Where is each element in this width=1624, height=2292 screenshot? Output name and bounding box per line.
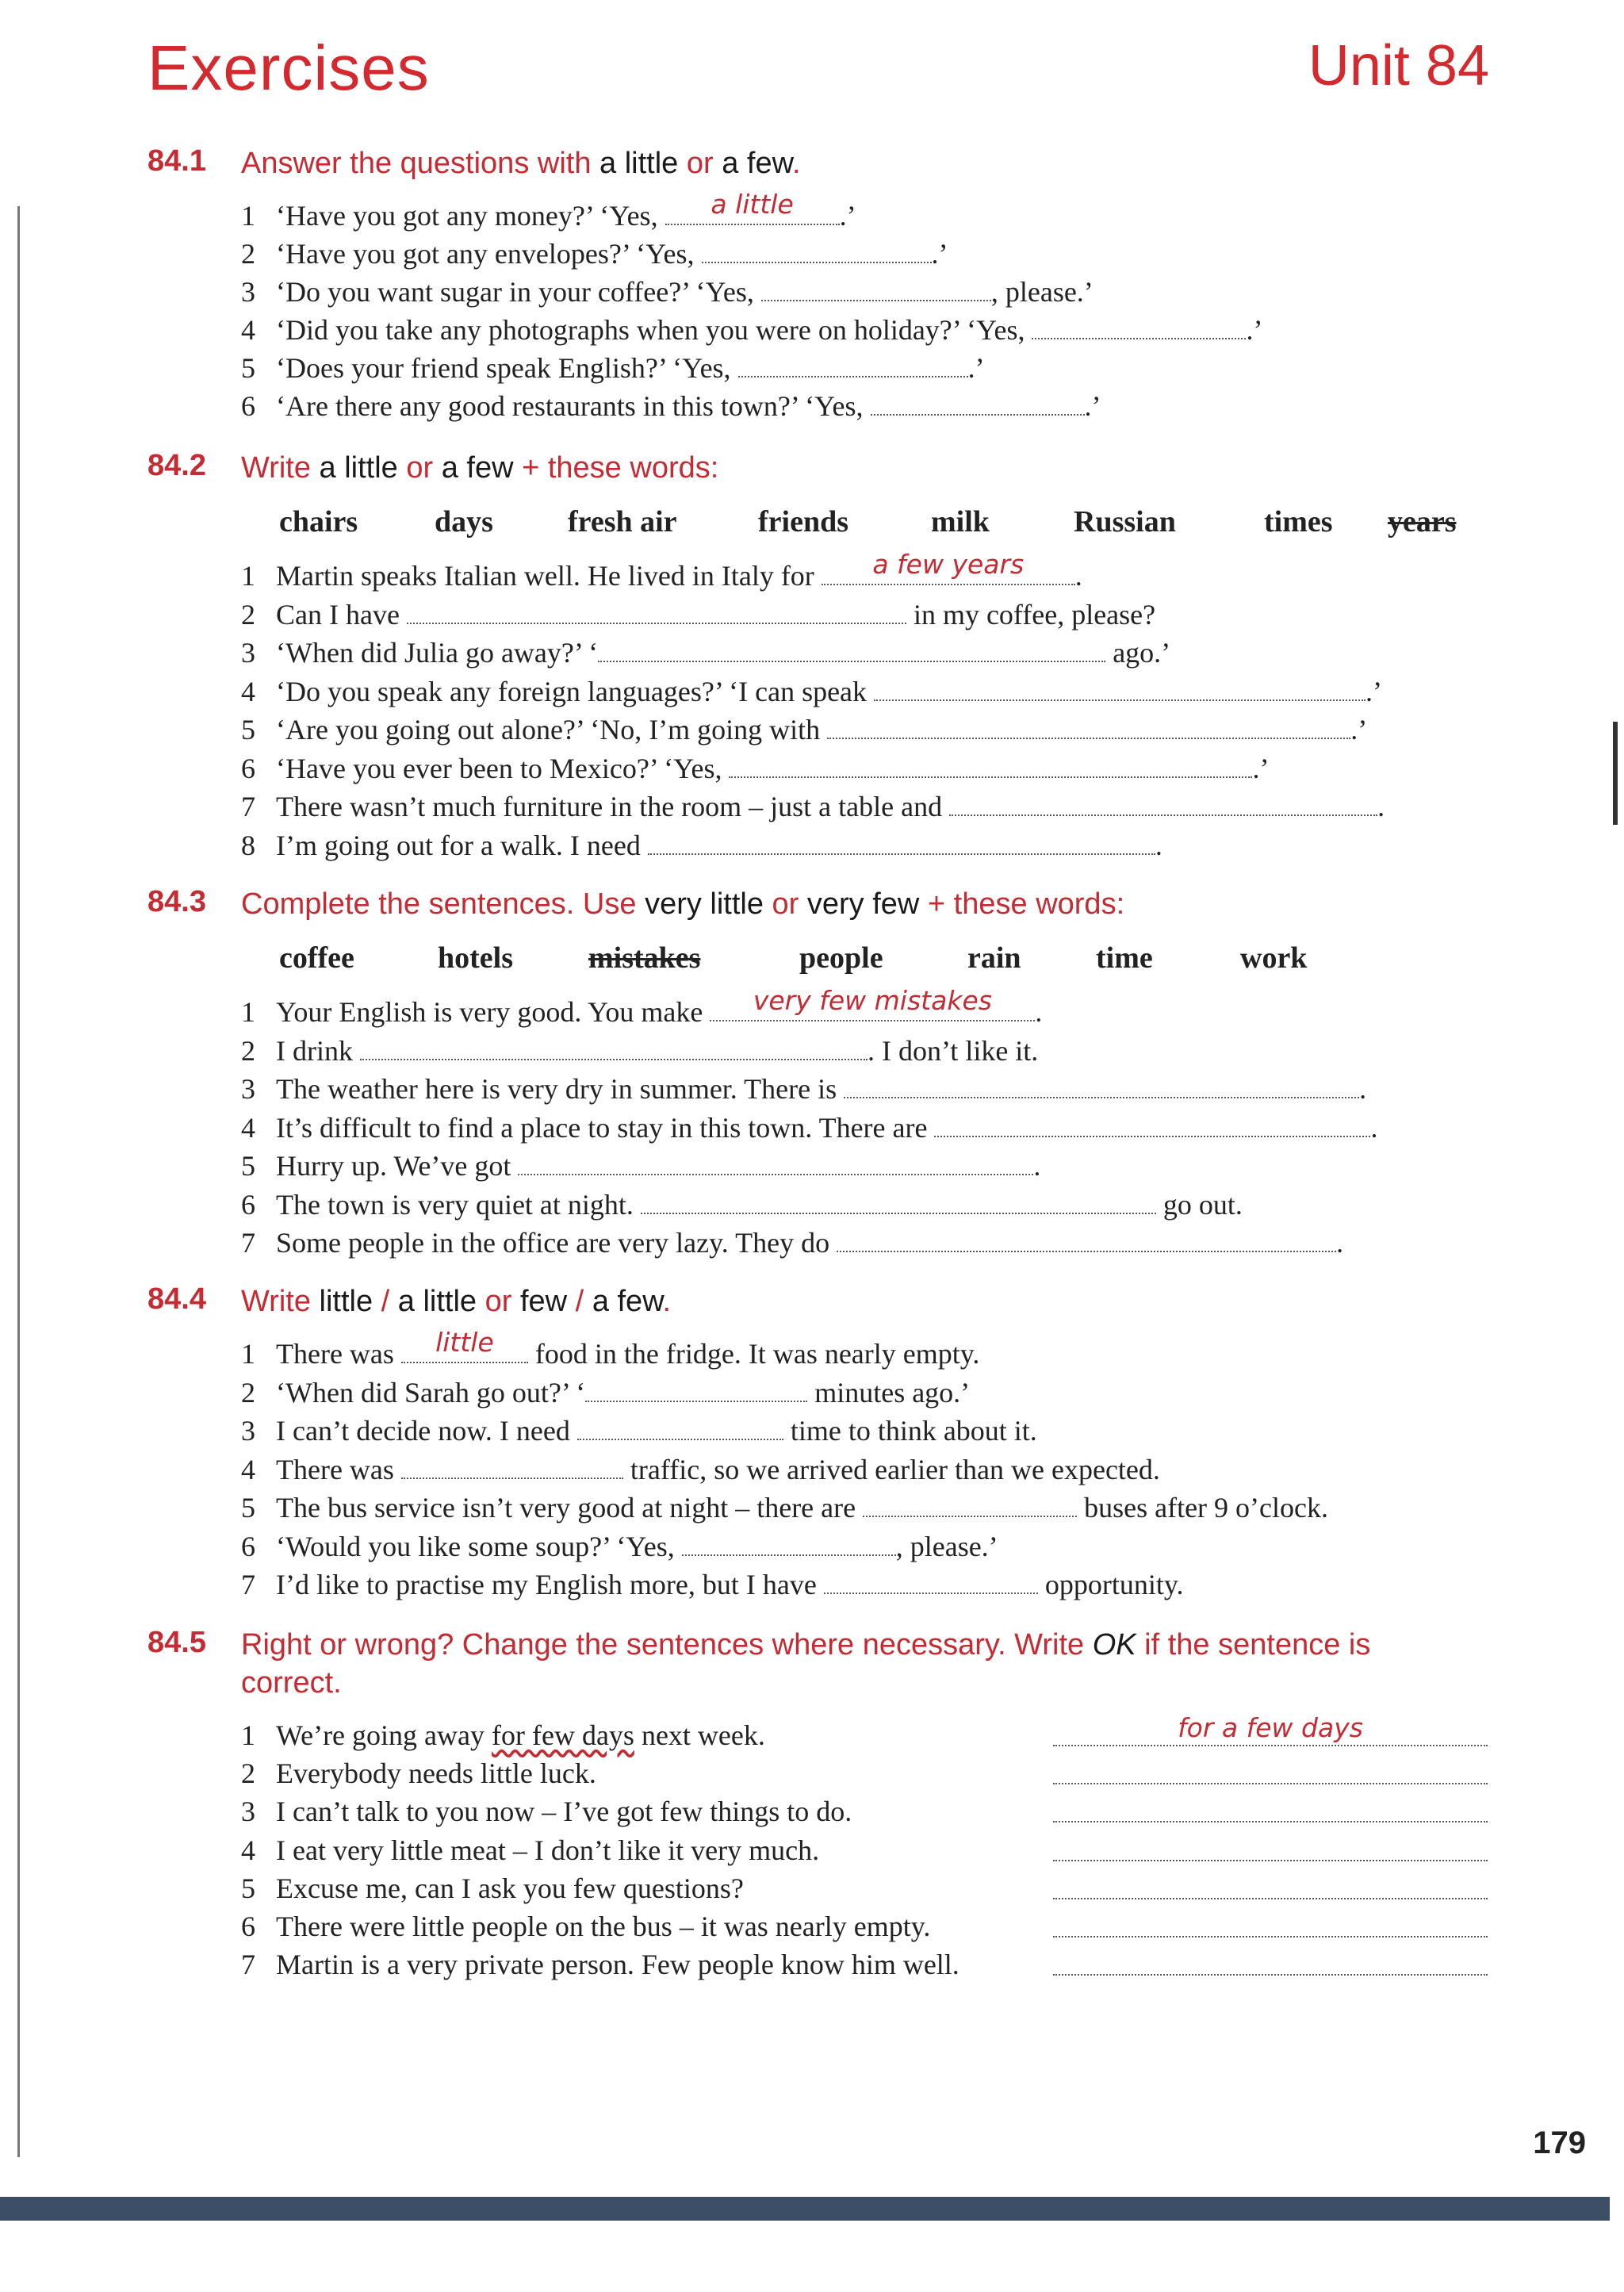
item-number: 7 bbox=[241, 1949, 255, 1981]
item-number: 3 bbox=[241, 637, 255, 669]
correction-blank[interactable] bbox=[1053, 1874, 1488, 1899]
exercise-item bbox=[241, 1945, 959, 1983]
item-text-end: traffic, so we arrived earlier than we expected. bbox=[622, 1453, 1160, 1485]
item-number: 2 bbox=[241, 1757, 255, 1790]
instruction-text: / bbox=[567, 1285, 592, 1318]
item-text: ‘When did Sarah go out?’ ‘ bbox=[276, 1376, 586, 1409]
item-text: Martin is a very private person. Few people know him well. bbox=[276, 1949, 959, 1981]
exercise-item bbox=[241, 189, 856, 235]
handwritten-answer: a few years bbox=[872, 549, 1025, 580]
item-number: 2 bbox=[241, 238, 255, 270]
item-text-end: .’ bbox=[839, 200, 856, 232]
handwritten-answer: a little bbox=[710, 189, 794, 220]
instruction-text: + these words: bbox=[919, 887, 1125, 921]
exercise-item bbox=[241, 349, 985, 387]
item-number: 4 bbox=[241, 314, 255, 346]
answer-blank[interactable] bbox=[729, 753, 1252, 778]
item-number: 6 bbox=[241, 390, 255, 422]
item-text-end: buses after 9 o’clock. bbox=[1077, 1492, 1328, 1524]
item-text: The town is very quiet at night. bbox=[276, 1188, 641, 1221]
item-text-end: . bbox=[1359, 1073, 1367, 1105]
item-text: ‘Would you like some soup?’ ‘Yes, bbox=[276, 1530, 682, 1562]
instruction-text: / bbox=[373, 1285, 398, 1318]
item-text: Some people in the office are very lazy. They do bbox=[276, 1227, 837, 1259]
instruction-keyword: a few bbox=[722, 147, 792, 180]
answer-blank[interactable] bbox=[682, 1531, 896, 1556]
word-bank-item: times bbox=[1264, 505, 1333, 539]
exercise-item bbox=[241, 1374, 970, 1412]
item-text: ‘Do you want sugar in your coffee?’ ‘Yes, bbox=[276, 276, 761, 308]
item-text: I’d like to practise my English more, but I have bbox=[276, 1569, 824, 1600]
exercise-item bbox=[241, 985, 1043, 1031]
instruction-keyword: a little bbox=[397, 1285, 477, 1318]
answer-blank[interactable] bbox=[1032, 314, 1246, 339]
item-text: ‘Are you going out alone?’ ‘No, I’m going with bbox=[276, 714, 828, 745]
item-text: Hurry up. We’ve got bbox=[276, 1150, 519, 1182]
item-text: I can’t talk to you now – I’ve got few things to do. bbox=[276, 1796, 852, 1828]
item-number: 5 bbox=[241, 1150, 255, 1182]
item-number: 1 bbox=[241, 560, 255, 592]
item-text: Can I have bbox=[276, 598, 407, 630]
item-number: 5 bbox=[241, 352, 255, 384]
item-text-end: time to think about it. bbox=[783, 1415, 1037, 1447]
section-instruction bbox=[241, 449, 1478, 487]
instruction-keyword: a few bbox=[441, 451, 514, 485]
instruction-keyword: a little bbox=[599, 147, 679, 180]
item-number: 5 bbox=[241, 714, 255, 745]
item-number: 1 bbox=[241, 1719, 255, 1751]
item-text: I’m going out for a walk. I need bbox=[276, 829, 648, 861]
marked-error: for few days bbox=[492, 1719, 634, 1751]
item-text: I drink bbox=[276, 1034, 360, 1067]
exercise-item bbox=[241, 235, 948, 273]
unit-label: Unit 84 bbox=[1308, 34, 1489, 98]
item-text-end: . bbox=[1033, 1150, 1041, 1182]
answer-blank[interactable] bbox=[577, 1415, 783, 1440]
item-text-end: in my coffee, please? bbox=[906, 598, 1156, 630]
exercise-item bbox=[241, 1451, 1160, 1489]
exercise-item bbox=[241, 1032, 1038, 1070]
instruction-keyword: OK bbox=[1092, 1628, 1136, 1662]
item-text: The weather here is very dry in summer. There is bbox=[276, 1073, 845, 1105]
section-instruction bbox=[241, 1626, 1478, 1702]
answer-blank[interactable] bbox=[738, 352, 968, 378]
answer-blank[interactable] bbox=[401, 1327, 528, 1363]
exercise-item bbox=[241, 311, 1262, 349]
answer-blank[interactable] bbox=[871, 390, 1085, 416]
word-bank-item: work bbox=[1240, 941, 1308, 975]
item-text-end: ago.’ bbox=[1105, 637, 1171, 669]
answer-blank[interactable] bbox=[585, 1377, 807, 1402]
item-text-end: go out. bbox=[1155, 1188, 1243, 1221]
item-text-end: food in the fridge. It was nearly empty. bbox=[527, 1338, 980, 1370]
handwritten-answer: very few mistakes bbox=[753, 985, 992, 1016]
instruction-text: or bbox=[678, 147, 722, 180]
section-number: 84.3 bbox=[147, 885, 206, 918]
item-text-end: , please.’ bbox=[990, 276, 1094, 308]
instruction-text: Answer the questions with bbox=[241, 147, 600, 180]
item-number: 2 bbox=[241, 598, 255, 630]
answer-blank[interactable] bbox=[874, 676, 1365, 701]
item-number: 3 bbox=[241, 1415, 255, 1447]
item-number: 2 bbox=[241, 1376, 255, 1409]
item-text: Martin speaks Italian well. He lived in Italy for bbox=[276, 560, 822, 592]
instruction-text: Write bbox=[241, 1285, 320, 1318]
instruction-text: or bbox=[763, 887, 807, 921]
item-text: ‘Does your friend speak English?’ ‘Yes, bbox=[276, 352, 738, 384]
item-number: 6 bbox=[241, 1911, 255, 1942]
word-bank-item: milk bbox=[931, 505, 990, 539]
exercise-item bbox=[241, 1566, 1183, 1604]
exercise-item bbox=[241, 673, 1382, 711]
answer-blank[interactable] bbox=[837, 1227, 1336, 1252]
word-bank bbox=[279, 941, 1359, 975]
exercise-item bbox=[241, 749, 1269, 788]
item-text: ‘Did you take any photographs when you were on holiday?’ ‘Yes, bbox=[276, 314, 1032, 346]
word-bank bbox=[279, 504, 1483, 539]
footer-bar bbox=[0, 2197, 1610, 2221]
instruction-text: or bbox=[477, 1285, 520, 1318]
exercise-item bbox=[241, 1109, 1377, 1147]
section-instruction bbox=[241, 144, 1478, 182]
exercise-item bbox=[241, 1412, 1037, 1450]
answer-blank[interactable] bbox=[949, 791, 1377, 816]
item-text-end: . bbox=[1336, 1227, 1344, 1259]
answer-blank[interactable] bbox=[844, 1073, 1359, 1098]
exercise-item bbox=[241, 1147, 1040, 1185]
exercise-item bbox=[241, 711, 1367, 749]
correction-blank[interactable] bbox=[1053, 1836, 1488, 1861]
item-number: 3 bbox=[241, 1073, 255, 1105]
instruction-text: + these words: bbox=[513, 451, 719, 485]
instruction-text: or bbox=[397, 451, 442, 485]
word-bank-item: time bbox=[1096, 941, 1153, 975]
item-number: 6 bbox=[241, 1188, 255, 1221]
word-bank-item: Russian bbox=[1074, 505, 1176, 539]
item-text-end: .’ bbox=[1246, 314, 1263, 346]
exercise-item bbox=[241, 549, 1082, 595]
item-number: 6 bbox=[241, 1530, 255, 1562]
exercise-item bbox=[241, 1754, 596, 1792]
word-bank-item: rain bbox=[967, 941, 1021, 975]
item-text-end: .’ bbox=[1252, 752, 1270, 784]
exercise-item bbox=[241, 387, 1101, 425]
answer-blank[interactable] bbox=[827, 714, 1350, 739]
correction-blank[interactable] bbox=[1053, 1759, 1488, 1784]
answer-blank[interactable] bbox=[710, 985, 1035, 1021]
instruction-text: if the sentence is correct. bbox=[241, 1628, 1371, 1700]
item-number: 4 bbox=[241, 1834, 255, 1866]
item-text-end: next week. bbox=[634, 1719, 765, 1751]
answer-blank[interactable] bbox=[360, 1035, 868, 1060]
item-text: There were little people on the bus – it was nearly empty. bbox=[276, 1911, 931, 1942]
item-number: 3 bbox=[241, 276, 255, 308]
section-number: 84.5 bbox=[147, 1626, 206, 1659]
instruction-keyword: little bbox=[319, 1285, 373, 1318]
item-text-end: . I don’t like it. bbox=[867, 1034, 1039, 1067]
word-bank-item: chairs bbox=[279, 505, 358, 539]
exercise-item bbox=[241, 596, 1155, 634]
answer-blank[interactable] bbox=[824, 1569, 1038, 1594]
item-number: 4 bbox=[241, 1111, 255, 1144]
item-text: Excuse me, can I ask you few questions? bbox=[276, 1872, 744, 1904]
instruction-text: Right or wrong? Change the sentences where necessary. Write bbox=[241, 1628, 1093, 1662]
item-text: There was bbox=[276, 1453, 401, 1485]
correction-blank[interactable] bbox=[1053, 1912, 1488, 1937]
exercise-item bbox=[241, 1716, 765, 1754]
item-text: Everybody needs little luck. bbox=[276, 1757, 596, 1790]
page-title: Exercises bbox=[147, 33, 430, 103]
section-number: 84.4 bbox=[147, 1282, 206, 1316]
instruction-text: . bbox=[662, 1285, 672, 1318]
item-text: It’s difficult to find a place to stay in this town. There are bbox=[276, 1111, 935, 1144]
word-bank-item: fresh air bbox=[568, 505, 677, 539]
item-text: ‘Have you got any envelopes?’ ‘Yes, bbox=[276, 238, 702, 270]
exercise-item bbox=[241, 634, 1170, 672]
item-number: 6 bbox=[241, 752, 255, 784]
word-bank-item: people bbox=[799, 941, 883, 975]
word-bank-item: hotels bbox=[438, 941, 513, 975]
answer-blank[interactable] bbox=[598, 637, 1105, 662]
instruction-keyword: few bbox=[519, 1285, 568, 1318]
item-text: We’re going away bbox=[276, 1719, 492, 1751]
item-text: There wasn’t much furniture in the room – just a table and bbox=[276, 791, 950, 822]
item-text-end: .’ bbox=[1350, 714, 1368, 745]
item-number: 1 bbox=[241, 1338, 255, 1370]
section-instruction bbox=[241, 1282, 1478, 1320]
exercise-item bbox=[241, 1792, 852, 1830]
answer-blank[interactable] bbox=[641, 1189, 1156, 1214]
item-number: 3 bbox=[241, 1796, 255, 1828]
item-text-end: . bbox=[1377, 791, 1385, 822]
item-text: I eat very little meat – I don’t like it very much. bbox=[276, 1834, 820, 1866]
exercise-item bbox=[241, 1070, 1366, 1108]
section-instruction bbox=[241, 885, 1478, 923]
item-text-end: .’ bbox=[931, 238, 948, 270]
item-number: 1 bbox=[241, 200, 255, 232]
instruction-keyword: a little bbox=[319, 451, 398, 485]
exercise-item bbox=[241, 1869, 744, 1907]
instruction-keyword: very few bbox=[806, 887, 920, 921]
item-text-end: . bbox=[1074, 560, 1082, 592]
item-number: 4 bbox=[241, 1453, 255, 1485]
answer-blank[interactable] bbox=[648, 830, 1155, 855]
item-text-end: . bbox=[1155, 829, 1162, 861]
word-bank-item: days bbox=[435, 505, 493, 539]
margin-line bbox=[17, 206, 20, 2157]
exercise-item bbox=[241, 1907, 930, 1945]
exercise-item bbox=[241, 826, 1162, 864]
item-number: 7 bbox=[241, 791, 255, 822]
instruction-text: . bbox=[791, 147, 801, 180]
item-text: ‘When did Julia go away?’ ‘ bbox=[276, 637, 599, 669]
word-bank-item: years bbox=[1388, 505, 1457, 539]
item-text-end: .’ bbox=[1084, 390, 1101, 422]
item-text: I can’t decide now. I need bbox=[276, 1415, 577, 1447]
item-text: The bus service isn’t very good at night – there are bbox=[276, 1492, 864, 1524]
item-text-end: minutes ago.’ bbox=[807, 1376, 971, 1409]
exercise-item bbox=[241, 1489, 1328, 1527]
page-number: 179 bbox=[1533, 2125, 1586, 2160]
handwritten-answer: little bbox=[435, 1327, 494, 1358]
item-text: ‘Have you ever been to Mexico?’ ‘Yes, bbox=[276, 752, 730, 784]
item-number: 5 bbox=[241, 1492, 255, 1524]
item-number: 1 bbox=[241, 996, 255, 1028]
answer-blank[interactable] bbox=[822, 549, 1075, 585]
answer-blank[interactable] bbox=[665, 189, 840, 225]
section-number: 84.1 bbox=[147, 144, 206, 178]
item-text-end: . bbox=[1370, 1111, 1378, 1144]
exercise-item bbox=[241, 788, 1385, 826]
exercise-item bbox=[241, 1186, 1243, 1224]
word-bank-item: coffee bbox=[279, 941, 354, 975]
answer-blank[interactable] bbox=[401, 1454, 623, 1479]
item-text: ‘Do you speak any foreign languages?’ ‘I can speak bbox=[276, 675, 875, 707]
word-bank-item: friends bbox=[758, 505, 848, 539]
item-number: 7 bbox=[241, 1569, 255, 1600]
item-text-end: , please.’ bbox=[895, 1530, 998, 1562]
correction-blank[interactable] bbox=[1053, 1797, 1488, 1822]
instruction-keyword: a few bbox=[592, 1285, 663, 1318]
item-number: 4 bbox=[241, 675, 255, 707]
instruction-text: Write bbox=[241, 451, 320, 485]
answer-blank[interactable] bbox=[518, 1150, 1033, 1175]
item-number: 2 bbox=[241, 1034, 255, 1067]
answer-blank[interactable] bbox=[761, 276, 991, 301]
item-text-end: .’ bbox=[1365, 675, 1383, 707]
section-number: 84.2 bbox=[147, 449, 206, 482]
correction-blank[interactable] bbox=[1053, 1712, 1488, 1746]
item-text-end: .’ bbox=[967, 352, 985, 384]
item-text: There was bbox=[276, 1338, 401, 1370]
exercise-item bbox=[241, 1224, 1343, 1262]
item-number: 8 bbox=[241, 829, 255, 861]
answer-blank[interactable] bbox=[863, 1492, 1077, 1517]
item-text-end: opportunity. bbox=[1037, 1569, 1184, 1600]
word-bank-item: mistakes bbox=[588, 941, 701, 975]
answer-blank[interactable] bbox=[407, 599, 906, 624]
item-number: 5 bbox=[241, 1872, 255, 1904]
exercise-item bbox=[241, 273, 1094, 311]
exercise-item bbox=[241, 1327, 980, 1373]
instruction-text: Complete the sentences. Use bbox=[241, 887, 645, 921]
margin-tick bbox=[1613, 722, 1618, 825]
answer-blank[interactable] bbox=[934, 1112, 1370, 1137]
instruction-keyword: very little bbox=[645, 887, 764, 921]
item-text: ‘Have you got any money?’ ‘Yes, bbox=[276, 200, 665, 232]
item-text-end: . bbox=[1035, 996, 1043, 1028]
handwritten-answer: for a few days bbox=[1178, 1712, 1363, 1743]
answer-blank[interactable] bbox=[702, 238, 932, 263]
item-text: ‘Are there any good restaurants in this town?’ ‘Yes, bbox=[276, 390, 871, 422]
item-text: Your English is very good. You make bbox=[276, 996, 710, 1028]
exercise-item bbox=[241, 1831, 819, 1869]
exercise-item bbox=[241, 1527, 998, 1566]
correction-blank[interactable] bbox=[1053, 1950, 1488, 1976]
item-number: 7 bbox=[241, 1227, 255, 1259]
